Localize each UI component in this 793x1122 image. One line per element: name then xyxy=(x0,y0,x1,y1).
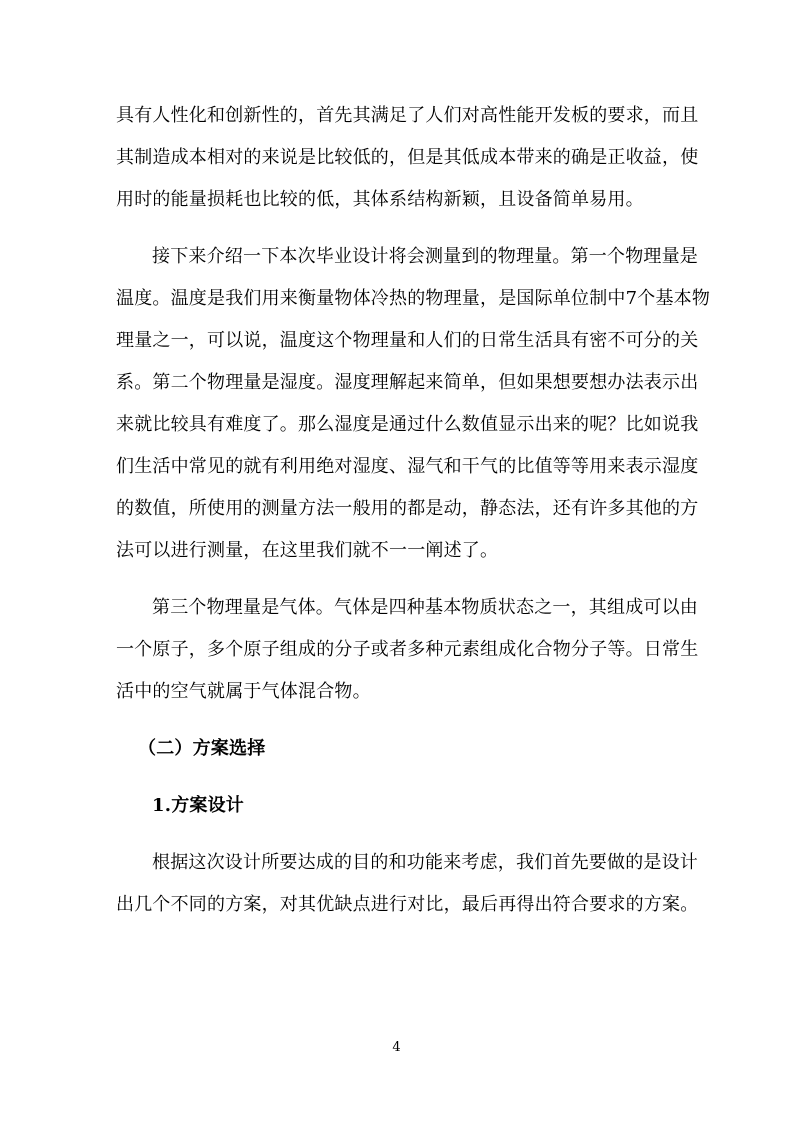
paragraph-line: 出几个不同的方案，对其优缺点进行对比，最后再得出符合要求的方案。 xyxy=(116,894,699,915)
page-number: 4 xyxy=(392,1040,401,1055)
paragraph-line: 温度。温度是我们用来衡量物体冷热的物理量，是国际单位制中7个基本物 xyxy=(116,288,711,309)
paragraph-line: 用时的能量损耗也比较的低，其体系结构新颖，且设备简单易用。 xyxy=(116,189,644,210)
paragraph-line: 根据这次设计所要达成的目的和功能来考虑，我们首先要做的是设计 xyxy=(152,852,698,873)
paragraph-line: 理量之一，可以说，温度这个物理量和人们的日常生活具有密不可分的关 xyxy=(116,330,699,351)
paragraph-line: 系。第二个物理量是湿度。湿度理解起来简单，但如果想要想办法表示出 xyxy=(116,372,699,393)
paragraph-line: 们生活中常见的就有利用绝对湿度、湿气和干气的比值等等用来表示湿度 xyxy=(116,456,699,477)
paragraph-line: 的数值，所使用的测量方法一般用的都是动，静态法，还有许多其他的方 xyxy=(116,498,699,519)
paragraph-line: 其制造成本相对的来说是比较低的，但是其低成本带来的确是正收益，使 xyxy=(116,147,699,168)
paragraph-line: 接下来介绍一下本次毕业设计将会测量到的物理量。第一个物理量是 xyxy=(152,246,698,267)
section-heading: （二）方案选择 xyxy=(138,738,266,759)
paragraph-line: 第三个物理量是气体。气体是四种基本物质状态之一，其组成可以由 xyxy=(152,597,698,618)
paragraph-line: 法可以进行测量，在这里我们就不一一阐述了。 xyxy=(116,540,499,561)
paragraph-line: 活中的空气就属于气体混合物。 xyxy=(116,681,371,702)
paragraph-line: 一个原子，多个原子组成的分子或者多种元素组成化合物分子等。日常生 xyxy=(116,639,699,660)
subsection-heading: 1.方案设计 xyxy=(152,795,244,816)
paragraph-line: 具有人性化和创新性的，首先其满足了人们对高性能开发板的要求，而且 xyxy=(116,105,699,126)
paragraph-line: 来就比较具有难度了。那么湿度是通过什么数值显示出来的呢？比如说我 xyxy=(116,414,699,435)
